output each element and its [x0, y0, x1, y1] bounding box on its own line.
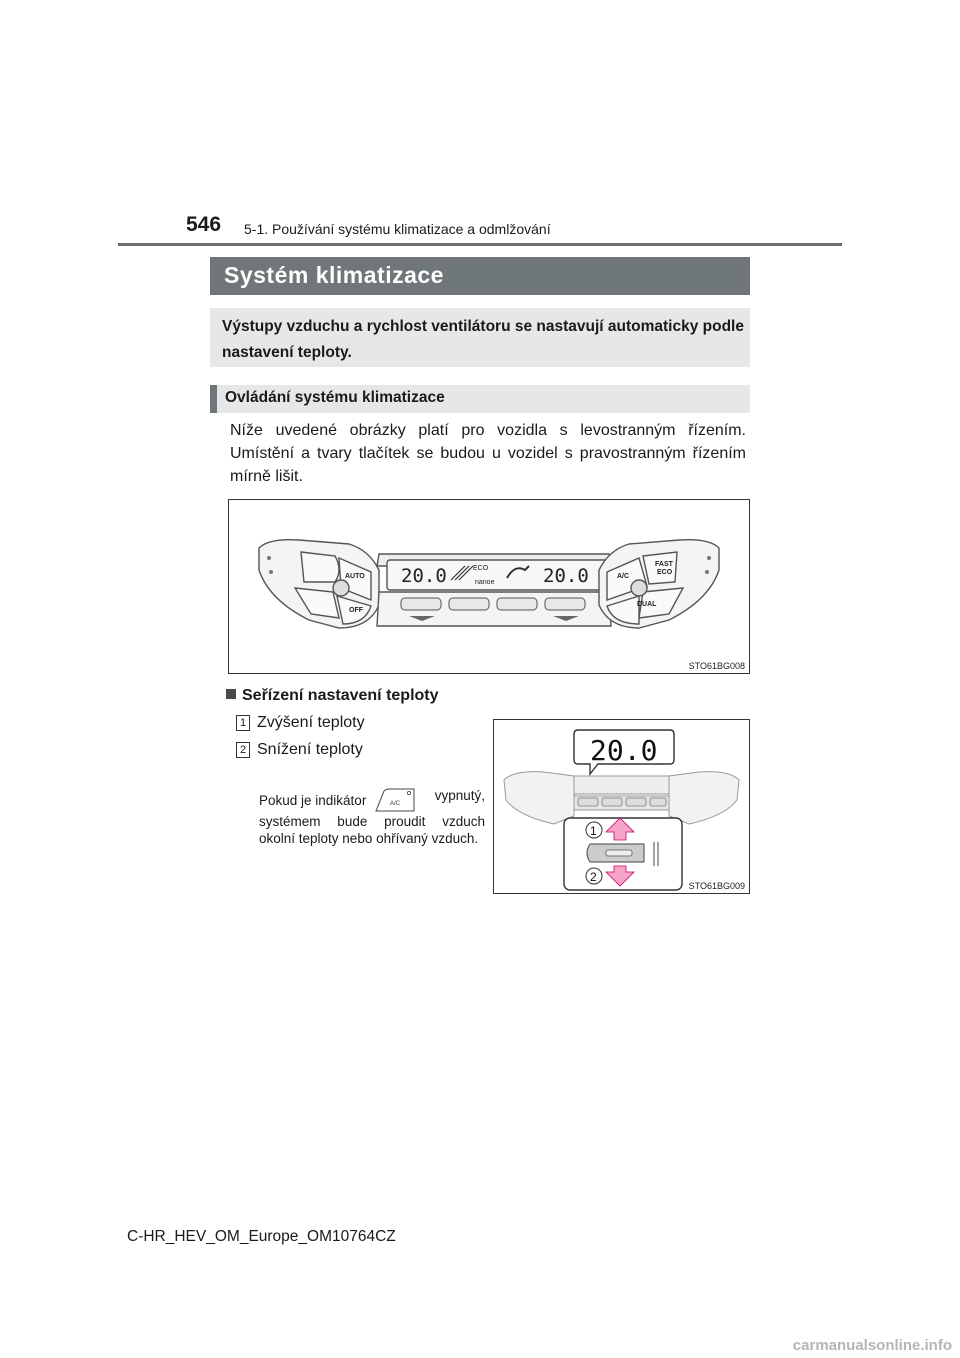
auto-button-label: AUTO — [345, 573, 365, 580]
off-button-label: OFF — [349, 607, 363, 614]
bullet-square-icon — [226, 689, 236, 699]
dual-button-label: DUAL — [637, 601, 657, 608]
section-title: Systém klimatizace — [210, 257, 750, 295]
figure2-code: STO61BG009 — [688, 881, 745, 891]
temperature-heading: Seřízení nastavení teploty — [226, 687, 439, 705]
summary-box: Výstupy vzduchu a rychlost ventilátoru se nastavují automaticky podle nastavení teploty. — [210, 308, 750, 367]
fast-eco-button-label: ECO — [657, 569, 673, 576]
running-head: 5-1. Používání systému klimatizace a odmlžování — [244, 221, 551, 237]
callout-1-label: 1 — [590, 824, 597, 838]
display-eco-label: ECO — [473, 565, 489, 572]
note-first-line: Pokud je indikátor A/C vypnutý, — [259, 787, 485, 813]
footer-document-id: C-HR_HEV_OM_Europe_OM10764CZ — [127, 1228, 396, 1245]
fast-button-label: FAST — [655, 561, 673, 568]
intro-paragraph: Níže uvedené obrázky platí pro vozidla s levostranným řízením. Umístění a tvary tlačítek se budou u vozidel s pravostranným řízením mírně lišit. — [230, 422, 746, 485]
step-number: 2 — [236, 742, 250, 758]
figure1-code: STO61BG008 — [688, 661, 745, 671]
display-temp-right: 20.0 — [543, 565, 589, 587]
callout-display-temp: 20.0 — [590, 734, 658, 767]
header-rule — [118, 243, 842, 246]
ac-button-label: A/C — [617, 573, 630, 580]
control-panel-figure — [228, 499, 750, 674]
watermark: carmanualsonline.info — [792, 1337, 952, 1354]
ac-indicator-icon — [374, 787, 418, 813]
temperature-adjust-illustration — [494, 720, 749, 893]
step-number: 1 — [236, 715, 250, 731]
subsection-title: Ovládání systému klimatizace — [210, 385, 750, 413]
temperature-adjust-figure — [493, 719, 750, 894]
ac-indicator-label: A/C — [390, 801, 401, 807]
display-temp-left: 20.0 — [401, 565, 447, 587]
step-text: Zvýšení teploty — [257, 714, 365, 731]
step-decrease — [236, 741, 363, 759]
control-panel-illustration — [229, 500, 749, 673]
step-text: Snížení teploty — [257, 741, 363, 758]
page-number: 546 — [186, 213, 222, 236]
callout-2-label: 2 — [590, 870, 597, 884]
note-body: systémem bude proudit vzduch okolní teploty nebo ohřívaný vzduch. — [259, 814, 485, 846]
step-increase — [236, 714, 365, 732]
display-nanoe-label: nanoe — [475, 579, 495, 586]
